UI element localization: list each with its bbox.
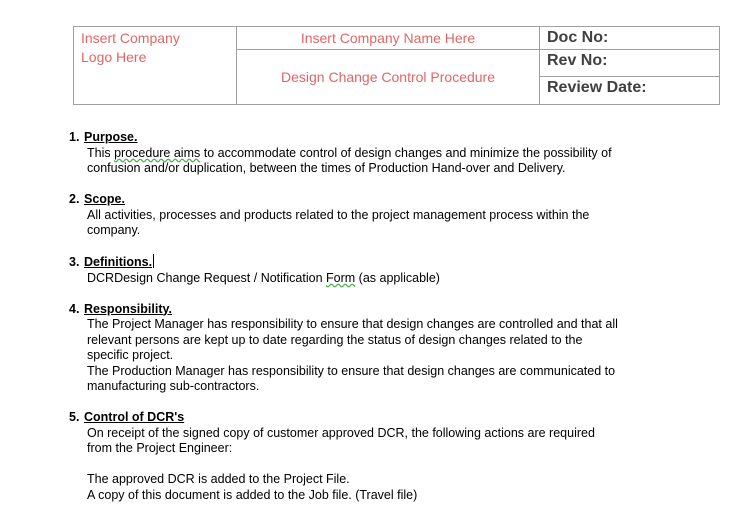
grammar-flagged-text[interactable]: Form <box>326 270 356 285</box>
section-heading <box>69 130 669 146</box>
text-line: The approved DCR is added to the Project File. <box>87 472 350 486</box>
section-text <box>87 271 669 287</box>
section-heading <box>69 410 669 426</box>
text-line: A copy of this document is added to the Job file. (Travel file) <box>87 487 418 502</box>
text-line: The Production Manager has responsibility to ensure that design changes are communicated to <box>87 363 616 378</box>
text-cursor <box>153 254 154 268</box>
section-title: Control of DCR's <box>84 410 185 424</box>
section-definitions <box>69 254 669 286</box>
section-control-of-dcrs <box>69 410 669 503</box>
section-number: 5. <box>69 410 80 424</box>
logo-line-2: Logo Here <box>81 49 147 65</box>
text-line: The Project Manager has responsibility to ensure that design changes are controlled and that all <box>87 317 618 331</box>
text-line: All activities, processes and products related to the project management process within the <box>87 207 590 222</box>
section-heading <box>69 254 669 271</box>
section-text <box>87 426 669 504</box>
document-body[interactable] <box>69 130 669 519</box>
blank-line <box>87 457 669 473</box>
section-number: 2. <box>69 192 80 206</box>
section-title: Scope. <box>84 192 125 206</box>
text-line: from the Project Engineer: <box>87 441 233 455</box>
document-header-table <box>73 26 720 105</box>
section-number: 1. <box>69 130 80 144</box>
text-line: confusion and/or duplication, between the times of Production Hand-over and Delivery. <box>87 161 566 175</box>
doc-no-cell[interactable]: Doc No: <box>540 27 720 50</box>
section-number: 3. <box>69 255 80 269</box>
text-line <box>87 146 669 162</box>
section-responsibility <box>69 302 669 395</box>
text-span: DCRDesign Change Request / Notification <box>87 270 327 285</box>
text-line: company. <box>87 223 141 237</box>
section-text <box>87 317 669 395</box>
text-span: This <box>87 145 115 160</box>
section-heading <box>69 192 669 208</box>
rev-no-cell[interactable]: Rev No: <box>540 50 720 77</box>
section-number: 4. <box>69 301 80 316</box>
section-text <box>87 146 669 177</box>
text-line: specific project. <box>87 348 174 362</box>
grammar-flagged-text[interactable]: procedure aims <box>114 145 201 160</box>
section-title: Purpose. <box>84 130 138 144</box>
company-name-cell[interactable]: Insert Company Name Here <box>237 27 540 50</box>
text-line <box>87 271 669 287</box>
review-date-cell[interactable]: Review Date: <box>540 76 720 104</box>
section-scope <box>69 192 669 239</box>
logo-line-1: Insert Company <box>81 30 180 46</box>
text-line: manufacturing sub-contractors. <box>87 379 260 393</box>
text-line: relevant persons are kept up to date regarding the status of design changes related to the <box>87 332 583 347</box>
text-line: On receipt of the signed copy of customer approved DCR, the following actions are required <box>87 425 595 440</box>
company-logo-placeholder[interactable] <box>74 27 237 105</box>
section-title: Responsibility. <box>84 301 172 316</box>
text-span: (as applicable) <box>355 270 440 285</box>
section-title: Definitions. <box>84 255 153 269</box>
section-purpose <box>69 130 669 177</box>
section-text <box>87 208 669 239</box>
section-heading <box>69 302 669 318</box>
procedure-title-cell[interactable]: Design Change Control Procedure <box>237 50 540 105</box>
text-span: to accommodate control of design changes and minimize the possibility of <box>200 145 612 160</box>
